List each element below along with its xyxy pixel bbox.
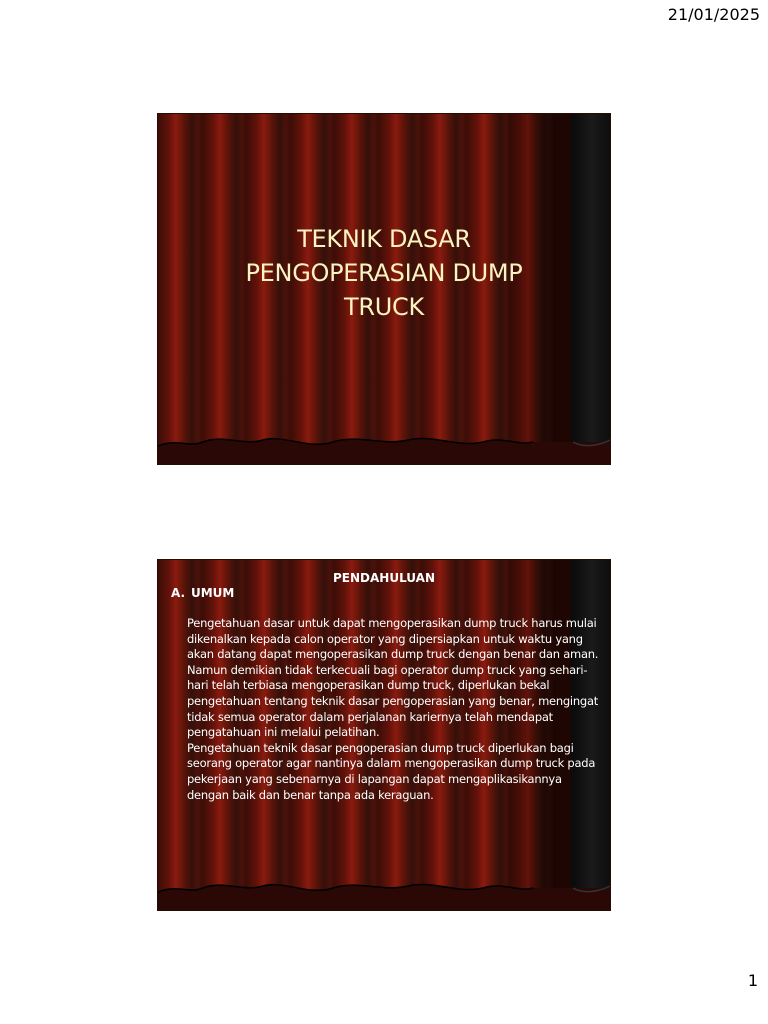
slide-body: [187, 616, 602, 803]
slide-heading: PENDAHULUAN: [333, 571, 435, 585]
title-line: TEKNIK DASAR: [297, 225, 471, 253]
curtain-hem: [158, 870, 610, 910]
curtain-hem: [158, 424, 610, 464]
print-date: 21/01/2025: [667, 5, 760, 24]
section-title: UMUM: [191, 586, 235, 600]
slide-title: [158, 114, 610, 464]
slide-title-text: [158, 222, 610, 324]
slide-pendahuluan: [158, 560, 610, 910]
title-line: TRUCK: [344, 293, 424, 321]
body-paragraph: Pengetahuan teknik dasar pengoperasian dump truck diperlukan bagi seorang operator agar nantinya dalam mengoperasikan dump truck pada pekerjaan yang sebenarnya di lapangan dapat mengaplikasikannya dengan baik dan benar tanpa ada keraguan.: [187, 740, 596, 802]
page-number: 1: [747, 971, 758, 990]
body-paragraph: Pengetahuan dasar untuk dapat mengoperasikan dump truck harus mulai dikenalkan kepada calon operator yang dipersiapkan untuk waktu yang akan datang dapat mengoperasikan dump truck dengan benar dan aman. Namun demikian tidak terkecuali bagi operator dump truck yang sehari-hari telah terbiasa mengoperasikan dump truck, diperlukan bekal pengetahuan tentang teknik dasar pengoperasian yang benar, mengingat tidak semua operator dalam perjalanan kariernya telah mendapat pengatahuan ini melalui pelatihan.: [187, 616, 599, 740]
section-letter: A.: [171, 586, 186, 600]
title-line: PENGOPERASIAN DUMP: [245, 259, 523, 287]
section-heading: [171, 586, 234, 600]
